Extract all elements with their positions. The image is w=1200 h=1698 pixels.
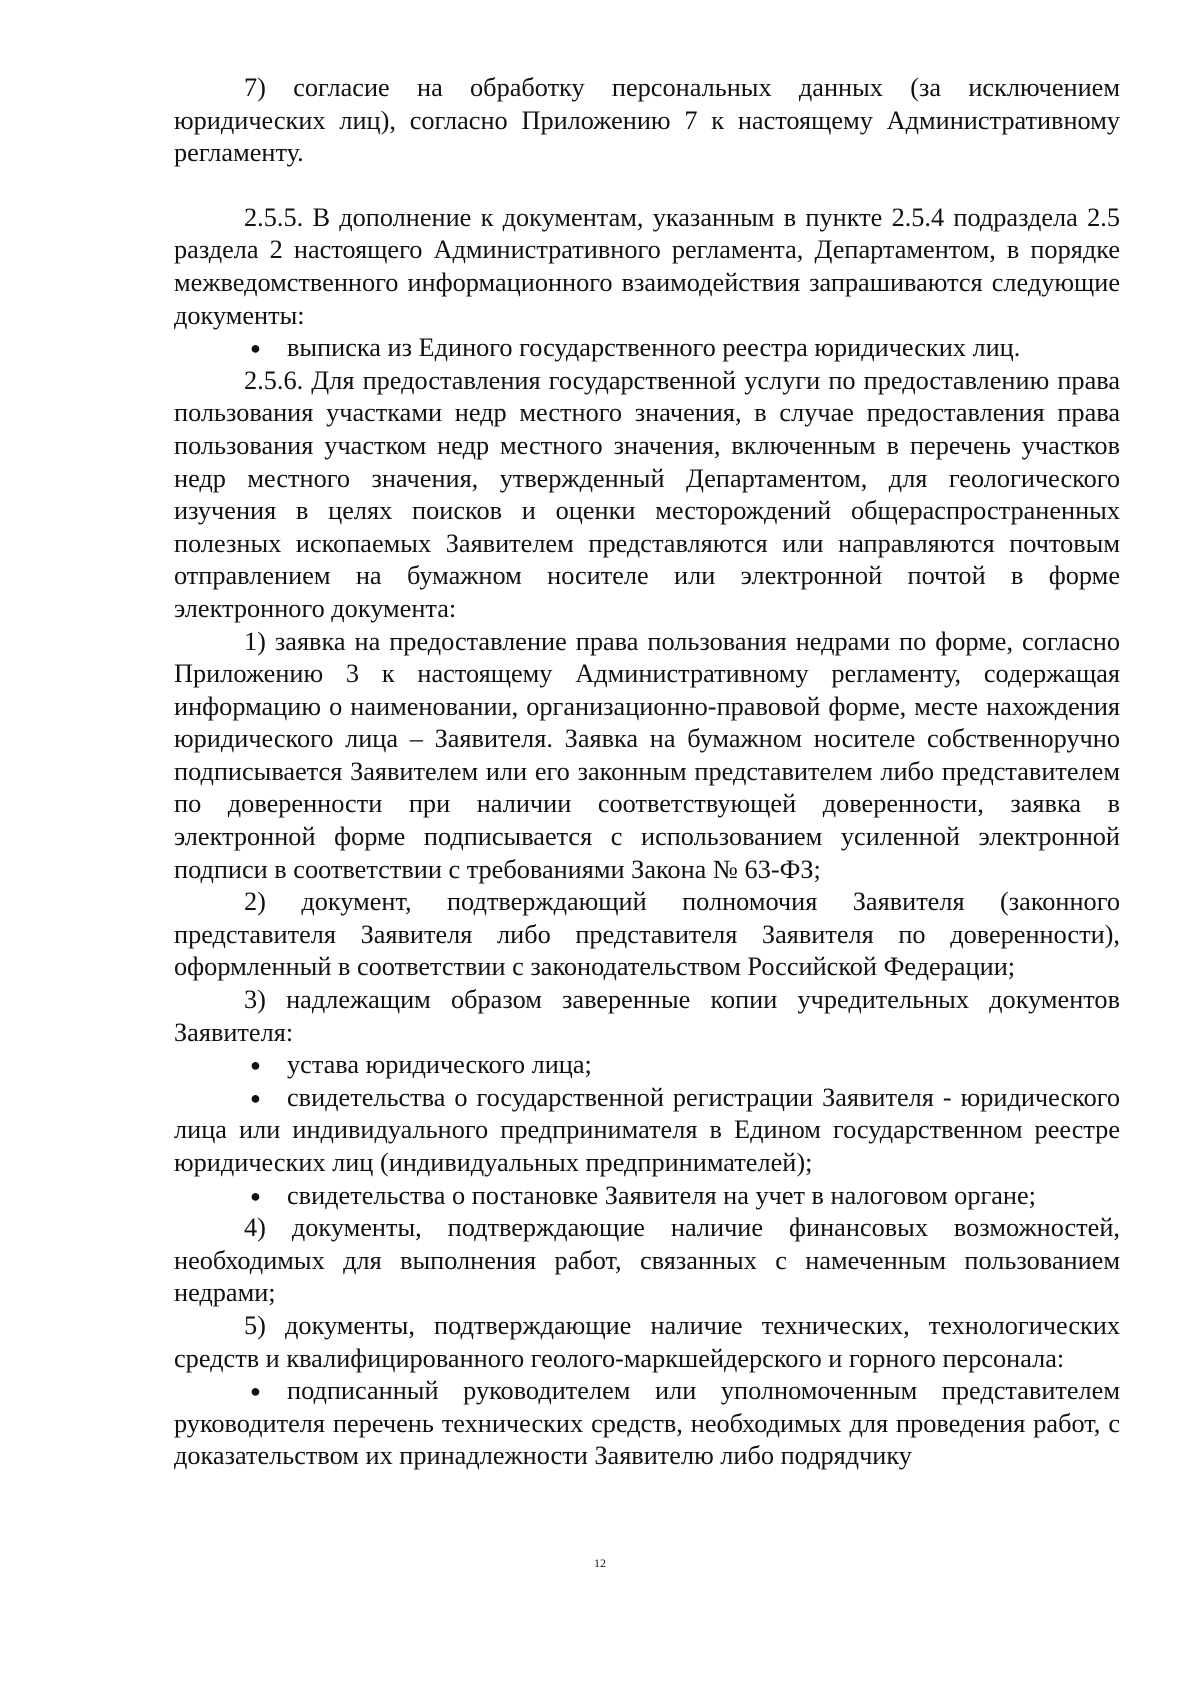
list-item-4: 4) документы, подтверждающие наличие финансовых возможностей, необходимых для выполнения работ, связанных с намеченным пользованием недрами; [174,1213,1120,1308]
paragraph-gap [174,170,1120,202]
bullet-text: свидетельства о государственной регистрации Заявителя - юридического лица или индивидуального предпринимателя в Едином государственном реестре юридических лиц (индивидуальных предпринимателей); [174,1082,1120,1177]
bullet-item-technical-list [174,1375,1120,1473]
bullet-text: выписка из Единого государственного реестра юридических лиц. [287,333,1021,363]
bullet-item-registration [174,1082,1120,1180]
bullet-item-charter [174,1049,1120,1082]
bullet-icon: ● [250,338,261,359]
paragraph-2-5-5: 2.5.5. В дополнение к документам, указанным в пункте 2.5.4 подраздела 2.5 раздела 2 настоящего Административного регламента, Департаментом, в порядке межведомственного информационного взаимодействия запрашиваются следующие документы: [174,202,1120,330]
list-item-5: 5) документы, подтверждающие наличие технических, технологических средств и квалифицированного геолого-маркшейдерского и горного персонала: [174,1310,1120,1373]
bullet-text: свидетельства о постановке Заявителя на учет в налоговом органе; [287,1180,1036,1210]
paragraph-2-5-6: 2.5.6. Для предоставления государственной услуги по предоставлению права пользования участками недр местного значения, в случае предоставления права пользования участком недр местного значения, включенным в перечень участков недр местного значения, утвержденный Департаментом, для геологического изучения в целях поисков и оценки месторождений общераспространенных полезных ископаемых Заявителем представляются или направляются почтовым отправлением на бумажном носителе или электронной почтой в форме электронного документа: [174,365,1120,623]
bullet-icon: ● [250,1087,261,1108]
paragraph-consent: 7) согласие на обработку персональных данных (за исключением юридических лиц), согласно Приложению 7 к настоящему Административному регламенту. [174,73,1120,168]
bullet-item-extract [174,332,1120,365]
bullet-item-tax [174,1180,1120,1213]
bullet-text: устава юридического лица; [287,1050,592,1080]
bullet-icon: ● [250,1381,261,1402]
bullet-icon: ● [250,1185,261,1206]
list-item-2: 2) документ, подтверждающий полномочия Заявителя (законного представителя Заявителя либо представителя Заявителя по доверенности), оформленный в соответствии с законодательством Российской Федерации; [174,887,1120,982]
list-item-3: 3) надлежащим образом заверенные копии учредительных документов Заявителя: [174,985,1120,1047]
list-item-1: 1) заявка на предоставление права пользования недрами по форме, согласно Приложению 3 к настоящему Административному регламенту, содержащая информацию о наименовании, организационно-правовой форме, месте нахождения юридического лица – Заявителя. Заявка на бумажном носителе собственноручно подписывается Заявителем или его законным представителем либо представителем по доверенности при наличии соответствующей доверенности, заявка в электронной форме подписывается с использованием усиленной электронной подписи в соответствии с требованиями Закона № 63-ФЗ; [174,626,1120,884]
bullet-icon: ● [250,1055,261,1076]
document-page [174,72,1120,1473]
bullet-text: подписанный руководителем или уполномоченным представителем руководителя перечень технических средств, необходимых для проведения работ, с доказательством их принадлежности Заявителю либо подрядчику [174,1376,1120,1471]
page-number: 12 [594,1556,606,1570]
